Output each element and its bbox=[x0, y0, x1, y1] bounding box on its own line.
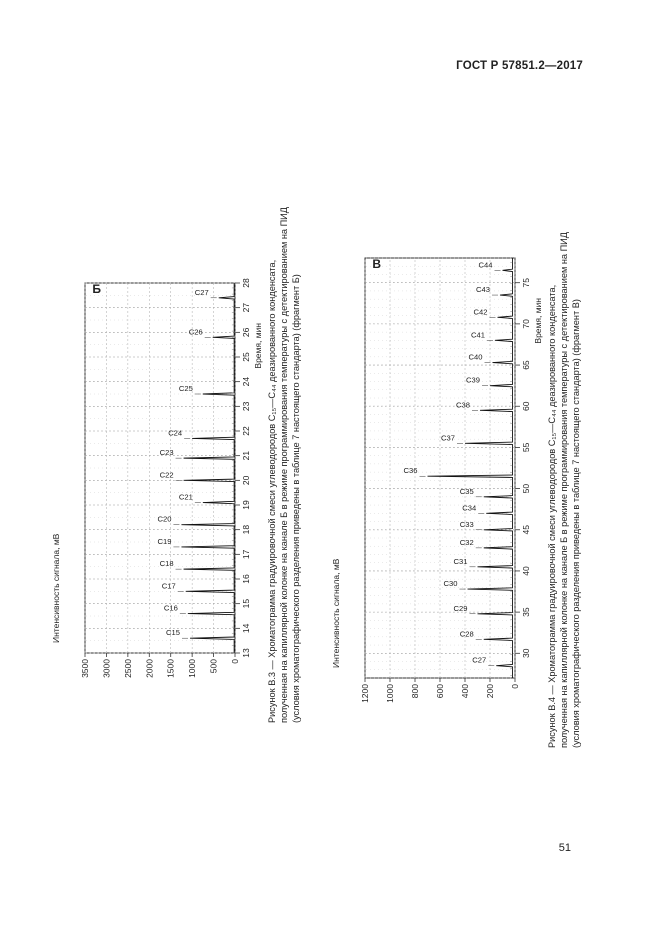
peak-label-c34: C34 bbox=[462, 503, 477, 513]
peak-label-c31: C31 bbox=[453, 556, 468, 566]
x-tick-label: 50 bbox=[521, 483, 531, 494]
peak-label-c30: C30 bbox=[443, 579, 458, 589]
y-tick-label: 2500 bbox=[122, 659, 133, 678]
peak-label-c28: C28 bbox=[459, 629, 474, 639]
peak-label-c43: C43 bbox=[476, 285, 490, 295]
peak-label-c38: C38 bbox=[456, 400, 470, 410]
peak-label-c41: C41 bbox=[471, 330, 485, 340]
plot-frame bbox=[85, 283, 235, 653]
peak-label-c25: C25 bbox=[178, 384, 193, 393]
x-tick-label: 16 bbox=[241, 574, 251, 584]
figure-caption-line: полученная на капиллярной колонке на канале Б в режиме программирования температуры с детектированием на ПИД bbox=[559, 231, 569, 748]
peak-label-c23: C23 bbox=[159, 448, 174, 458]
peak-label-c33: C33 bbox=[459, 519, 474, 529]
x-tick-label: 30 bbox=[521, 648, 531, 659]
x-tick-label: 60 bbox=[521, 401, 531, 411]
peak-label-c37: C37 bbox=[441, 433, 455, 443]
x-axis-title: Время, мин bbox=[533, 298, 543, 344]
y-tick-label: 1000 bbox=[385, 684, 395, 703]
fragment-letter: В bbox=[372, 257, 381, 271]
x-tick-label: 35 bbox=[521, 607, 531, 617]
x-tick-label: 23 bbox=[241, 401, 251, 412]
figure-caption-line: Рисунок В.4 — Хроматограмма градуировочной смеси углеводородов C₁₅—C₄₄ деазированного конденсата, bbox=[547, 284, 557, 748]
peak-label-c29: C29 bbox=[453, 603, 468, 613]
x-tick-label: 19 bbox=[241, 500, 251, 510]
y-tick-label: 400 bbox=[460, 684, 470, 699]
y-tick-label: 800 bbox=[410, 684, 420, 699]
peak-label-c27: C27 bbox=[472, 655, 487, 665]
y-tick-label: 0 bbox=[510, 684, 520, 689]
figure-caption-line: (условия хроматографического разделения приведены в таблице 7 настоящего стандарта) (фрагмент В) bbox=[571, 299, 581, 748]
figure-caption-line: полученная на капиллярной колонке на канале Б в режиме программирования температуры с детектированием на ПИД bbox=[279, 206, 289, 723]
x-tick-label: 27 bbox=[241, 302, 251, 313]
peak-label-c20: C20 bbox=[157, 514, 172, 524]
fragment-letter: Б bbox=[92, 282, 101, 296]
x-tick-label: 65 bbox=[521, 360, 531, 370]
page-number: 51 bbox=[558, 842, 571, 854]
peak-label-c44: C44 bbox=[478, 260, 493, 270]
x-tick-label: 25 bbox=[241, 352, 251, 362]
x-tick-label: 70 bbox=[521, 319, 531, 329]
x-tick-label: 20 bbox=[241, 475, 251, 486]
x-tick-label: 26 bbox=[241, 327, 251, 338]
y-tick-label: 1500 bbox=[165, 659, 176, 678]
y-tick-label: 1200 bbox=[360, 684, 370, 703]
x-tick-label: 22 bbox=[241, 426, 251, 436]
y-tick-label: 0 bbox=[230, 659, 240, 664]
peak-label-c16: C16 bbox=[163, 603, 178, 613]
document-header: ГОСТ Р 57851.2—2017 bbox=[456, 60, 583, 72]
x-tick-label: 40 bbox=[521, 566, 531, 576]
x-tick-label: 14 bbox=[241, 623, 251, 634]
y-tick-label: 3000 bbox=[101, 659, 112, 678]
x-tick-label: 55 bbox=[521, 442, 531, 453]
y-tick-label: 200 bbox=[485, 684, 495, 699]
peak-label-c24: C24 bbox=[168, 428, 183, 438]
peak-label-c15: C15 bbox=[166, 628, 180, 638]
peak-label-c19: C19 bbox=[157, 536, 172, 546]
y-tick-label: 600 bbox=[435, 684, 445, 699]
peak-label-c21: C21 bbox=[178, 492, 193, 502]
x-tick-label: 15 bbox=[241, 598, 251, 609]
x-axis-title: Время, мин bbox=[253, 323, 263, 369]
y-tick-label: 2000 bbox=[144, 659, 155, 678]
x-tick-label: 21 bbox=[241, 450, 251, 461]
x-tick-label: 45 bbox=[521, 525, 531, 535]
x-tick-label: 17 bbox=[241, 549, 251, 560]
peak-label-c39: C39 bbox=[466, 375, 480, 385]
x-tick-label: 13 bbox=[241, 648, 251, 658]
peak-label-c22: C22 bbox=[159, 470, 174, 480]
y-tick-label: 1000 bbox=[187, 659, 198, 678]
peak-label-c36: C36 bbox=[403, 466, 418, 476]
y-tick-label: 3500 bbox=[80, 659, 90, 678]
peak-label-c17: C17 bbox=[161, 581, 176, 591]
x-tick-label: 75 bbox=[521, 277, 531, 288]
peak-label-c35: C35 bbox=[459, 486, 474, 496]
x-tick-label: 18 bbox=[241, 524, 251, 535]
chromatogram-v bbox=[331, 231, 581, 748]
y-axis-title: Интенсивность сигнала, мВ bbox=[51, 533, 61, 643]
peak-label-c18: C18 bbox=[159, 559, 174, 569]
chromatogram-b bbox=[51, 206, 301, 723]
peak-label-c26: C26 bbox=[188, 327, 203, 337]
peak-label-c40: C40 bbox=[468, 352, 483, 362]
peak-label-c32: C32 bbox=[459, 537, 474, 547]
y-tick-label: 500 bbox=[208, 659, 219, 674]
y-axis-title: Интенсивность сигнала, мВ bbox=[331, 558, 341, 668]
figure-caption-line: Рисунок В.3 — Хроматограмма градуировочной смеси углеводородов C₁₅—C₄₄ деазированного конденсата, bbox=[267, 259, 277, 723]
figure-caption-line: (условия хроматографического разделения приведены в таблице 7 настоящего стандарта) (фрагмент Б) bbox=[291, 274, 301, 723]
x-tick-label: 24 bbox=[241, 376, 251, 387]
x-tick-label: 28 bbox=[241, 278, 251, 288]
peak-label-c27: C27 bbox=[194, 287, 209, 297]
peak-label-c42: C42 bbox=[473, 307, 488, 317]
